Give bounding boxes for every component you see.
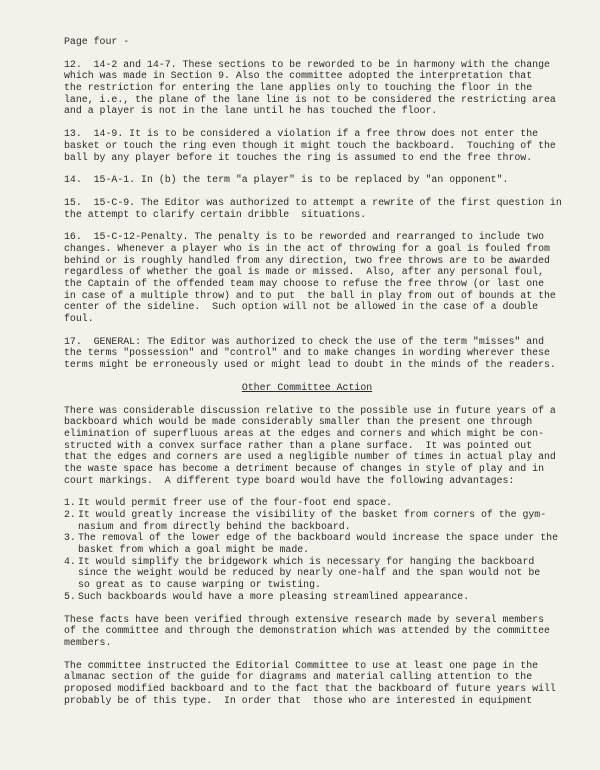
text-line: elimination of superfluous areas at the edges and corners and which might be con-: [64, 427, 545, 439]
section-heading-wrap: [64, 382, 550, 394]
text-line: court markings. A different type board would have the following advantages:: [64, 474, 515, 486]
list-item: [64, 556, 550, 568]
text-line: that the edges and corners are used a negligible number of times in actual play and: [64, 451, 556, 463]
text-line: almanac section of the guide for diagrams and material calling attention to the: [64, 671, 533, 683]
list-text: The removal of the lower edge of the backboard would increase the space under the: [78, 532, 559, 544]
list-number: 2.: [64, 509, 76, 521]
list-text: nasium and from directly behind the backboard.: [78, 520, 351, 532]
list-text: It would simplify the bridgework which is necessary for hanging the backboard: [78, 555, 535, 567]
item-15: [64, 196, 562, 220]
discussion-paragraph: [64, 404, 556, 487]
list-text: It would permit freer use of the four-foot end space.: [78, 497, 393, 509]
list-number: 5.: [64, 590, 76, 602]
text-line: 12. 14-2 and 14-7. These sections to be reworded to be in harmony with the change: [64, 58, 550, 70]
list-text: since the weight would be reduced by nearly one-half and the span would not be: [78, 567, 541, 579]
list-number: 1.: [64, 497, 76, 509]
text-line: 16. 15-C-12-Penalty. The penalty is to be reworded and rearranged to include two: [64, 231, 545, 243]
text-line: the restriction for entering the lane applies only to touching the floor in the: [64, 82, 533, 94]
text-line: ball by any player before it touches the ring is assumed to end the free throw.: [64, 151, 533, 163]
text-line: 13. 14-9. It is to be considered a violation if a free throw does not enter the: [64, 128, 539, 140]
text-line: the waste space has become a detriment because of changes in style of play and in: [64, 462, 545, 474]
text-line: behind or is roughly handled from any direction, two free throws are to be awarded: [64, 254, 550, 266]
list-number: 3.: [64, 532, 76, 544]
list-number: 4.: [64, 555, 76, 567]
text-line: members.: [64, 636, 112, 648]
text-line: which was made in Section 9. Also the committee adopted the interpretation that: [64, 70, 533, 82]
text-line: of the committee and through the demonstration which was attended by the committee: [64, 625, 550, 637]
text-line: terms might be erroneously used or might lead to doubt in the minds of the readers.: [64, 359, 556, 371]
list-item: [64, 591, 550, 603]
list-text: Such backboards would have a more pleasing streamlined appearance.: [78, 590, 470, 602]
text-line: lane, i.e., the plane of the lane line is not to be considered the restricting area: [64, 93, 556, 105]
text-line: changes. Whenever a player who is in the act of throwing for a goal is fouled from: [64, 242, 550, 254]
list-item: [64, 497, 550, 509]
list-item: [64, 509, 550, 521]
advantages-list: [64, 497, 559, 602]
instructed-paragraph: [64, 659, 556, 707]
text-line: the Captain of the offended team may choose to refuse the free throw (or last one: [64, 278, 545, 289]
page-label: Page four -: [64, 36, 130, 47]
text-line: There was considerable discussion relative to the possible use in future years of a: [64, 404, 556, 416]
text-line: structed with a convex surface rather than a plane surface. It was pointed out: [64, 439, 533, 451]
list-text: basket from which a goal might be made.: [78, 544, 310, 556]
text-line: These facts have been verified through extensive research made by several members: [64, 613, 545, 625]
text-line: center of the sideline. Such option will not be allowed in the case of a double: [64, 301, 539, 313]
list-text: It would greatly increase the visibility of the basket from corners of the gym-: [78, 509, 547, 521]
text-line: backboard which would be made considerably smaller than the present one through: [64, 416, 533, 428]
text-line: The committee instructed the Editorial Committee to use at least one page in the: [64, 659, 539, 671]
text-line: the attempt to clarify certain dribble situations.: [64, 208, 367, 220]
item-16: [64, 231, 556, 325]
list-text: so great as to cause warping or twisting.: [78, 579, 321, 591]
item-17: [64, 335, 556, 371]
text-line: regardless of whether the goal is made or missed. Also, after any personal foul,: [64, 266, 545, 278]
item-13: [64, 128, 556, 163]
item-14: [64, 174, 550, 186]
section-heading: Other Committee Action: [241, 381, 373, 393]
text-line: proposed modified backboard and to the fact that the backboard of future years will: [64, 682, 556, 694]
text-line: 14. 15-A-1. In (b) the term "a player" is to be replaced by "an opponent".: [64, 174, 509, 186]
text-line: and a player is not in the lane until he has touched the floor.: [64, 105, 438, 117]
verified-paragraph: [64, 614, 550, 649]
text-line: 17. GENERAL: The Editor was authorized to check the use of the term "misses" and: [64, 335, 545, 347]
list-item: [64, 532, 559, 544]
text-line: basket or touch the ring even though it might touch the backboard. Touching of the: [64, 139, 556, 151]
text-line: probably be of this type. In order that those who are interested in equipment: [64, 694, 533, 706]
item-12: [64, 58, 556, 117]
text-line: in case of a multiple throw) and to put the ball in play from out of bounds at the: [64, 289, 556, 301]
text-line: 15. 15-C-9. The Editor was authorized to attempt a rewrite of the first question in: [64, 196, 562, 208]
text-line: foul.: [64, 313, 94, 325]
text-line: the terms "possession" and "control" and to make changes in wording wherever these: [64, 347, 550, 359]
